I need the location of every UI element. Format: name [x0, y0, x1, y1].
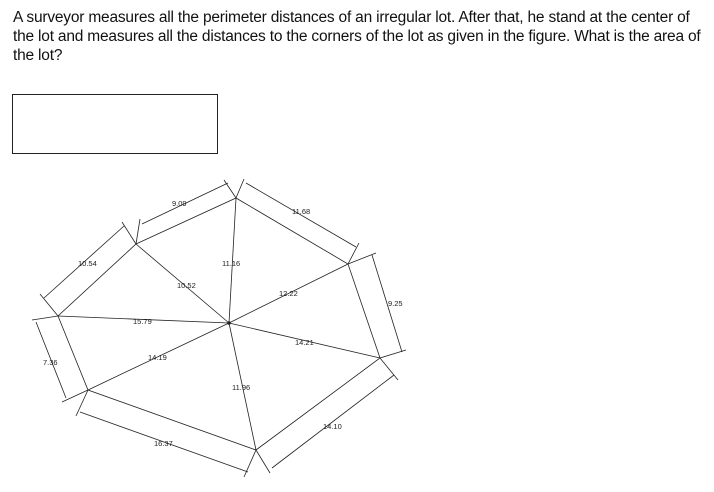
perimeter-label-9-25: 9.25 [388, 299, 403, 308]
radial-label-12-22: 12.22 [279, 289, 298, 298]
dimension-14-10 [256, 358, 398, 473]
radial-label-10-52: 10.52 [177, 281, 196, 290]
perimeter-label-7-36: 7.36 [43, 358, 58, 367]
radial-label-11-16: 11.16 [222, 259, 241, 268]
radial-label-15-79: 15.79 [133, 317, 152, 326]
question-text: A surveyor measures all the perimeter distances of an irregular lot. After that, he stand at the center of the lot and measures all the distances to the corners of the lot as given in the figure. What is the area of the lot? [13, 9, 701, 64]
perimeter-label-10-54: 10.54 [78, 259, 97, 268]
radial-label-14-19: 14.19 [148, 353, 167, 362]
perimeter-label-9-09: 9.09 [172, 199, 187, 208]
dimension-9-09 [136, 180, 236, 244]
radial-label-14-21: 14.21 [295, 338, 314, 347]
radial-label-11-96: 11.96 [232, 383, 251, 392]
dimension-16-37 [76, 390, 256, 477]
answer-input-box[interactable] [12, 94, 218, 154]
dimension-11-68 [236, 179, 359, 264]
lot-boundary [58, 198, 380, 450]
perimeter-label-16-37: 16.37 [154, 439, 173, 448]
dimension-10-54 [40, 222, 136, 316]
perimeter-label-11-68: 11.68 [292, 207, 311, 216]
dimension-7-36 [32, 316, 88, 402]
perimeter-label-14-10: 14.10 [323, 422, 342, 431]
lot-diagram [0, 170, 714, 492]
center-point [227, 321, 231, 325]
